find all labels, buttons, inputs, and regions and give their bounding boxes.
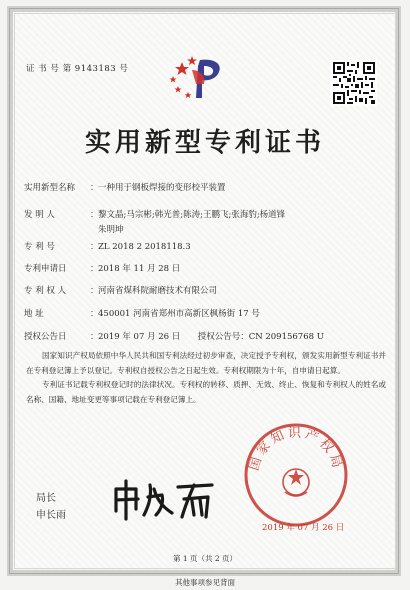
row-grant-info: 授权公告日 ：2019 年 07 月 26 日 授权公告号：CN 209156768 U	[24, 332, 324, 342]
inventors-value-line2: 朱明坤	[98, 225, 124, 235]
announcement-number-value: CN 209156768 U	[248, 332, 324, 342]
page-indicator: 第 1 页（共 2 页）	[172, 554, 238, 563]
patent-office-emblem	[162, 48, 232, 106]
qr-code	[331, 60, 377, 106]
inventors-label: 发 明 人	[24, 210, 55, 220]
filing-date-label: 专利申请日	[24, 264, 67, 274]
row-inventors: 发 明 人 ：黎文晶;马宗彬;韩光普;陈涛;王鹏飞;张海豹;杨道锋	[24, 210, 286, 220]
director-name: 申长雨	[36, 510, 66, 521]
patentee-label: 专 利 权 人	[24, 286, 67, 296]
director-signature	[108, 475, 218, 523]
certificate-number: 证 书 号 第 9143183 号	[26, 64, 129, 74]
row-filing-date: 专利申请日 ：2018 年 11 月 28 日	[24, 264, 181, 274]
seal-text: 国家知识产权局	[246, 426, 346, 473]
address-value: 450001 河南省郑州市高新区枫杨街 17 号	[98, 309, 260, 319]
certificate-body	[26, 349, 386, 407]
grant-date-label: 授权公告日	[24, 332, 67, 342]
svg-text:国家知识产权局	[247, 426, 345, 472]
inventors-value-line1: 黎文晶;马宗彬;韩光普;陈涛;王鹏飞;张海豹;杨道锋	[98, 210, 286, 220]
grant-date-value: 2019 年 07 月 26 日	[98, 332, 181, 342]
row-patentee: 专 利 权 人 ：河南省煤科院耐磨技术有限公司	[24, 286, 218, 296]
director-block	[36, 490, 66, 524]
body-paragraph-1: 国家知识产权局依照中华人民共和国专利法经过初步审查，决定授予专利权，颁发实用新型专利证书并在专利登记簿上予以登记。专利权自授权公告之日起生效。专利权期限为十年，自申请日起算。	[26, 351, 386, 375]
row-address: 地 址 ：450001 河南省郑州市高新区枫杨街 17 号	[24, 309, 260, 319]
director-title: 局长	[36, 493, 56, 504]
official-seal	[241, 420, 351, 530]
filing-date-value: 2018 年 11 月 28 日	[98, 264, 181, 274]
footer-note: 其他事项参见背面	[175, 578, 235, 587]
body-paragraph-2: 专利证书记载专利权登记时的法律状况。专利权的转移、质押、无效、终止、恢复和专利权人的姓名或名称、国籍、地址变更等事项记载在专利登记簿上。	[26, 380, 386, 404]
patent-number-label: 专 利 号	[24, 242, 55, 252]
address-label: 地 址	[24, 309, 44, 319]
row-utility-model-name: 实用新型名称 ：一种用于钢板焊接的变形校平装置	[24, 183, 226, 193]
name-value: 一种用于钢板焊接的变形校平装置	[98, 183, 226, 193]
name-label: 实用新型名称	[24, 183, 76, 193]
patent-number-value: ZL 2018 2 2018118.3	[98, 242, 191, 252]
row-patent-number: 专 利 号 ：ZL 2018 2 2018118.3	[24, 242, 191, 252]
patentee-value: 河南省煤科院耐磨技术有限公司	[98, 286, 218, 296]
announcement-number-label: 授权公告号	[197, 332, 241, 342]
seal-date: 2019 年 07 月 26 日	[262, 523, 345, 533]
certificate-title: 实用新型专利证书	[84, 128, 325, 158]
